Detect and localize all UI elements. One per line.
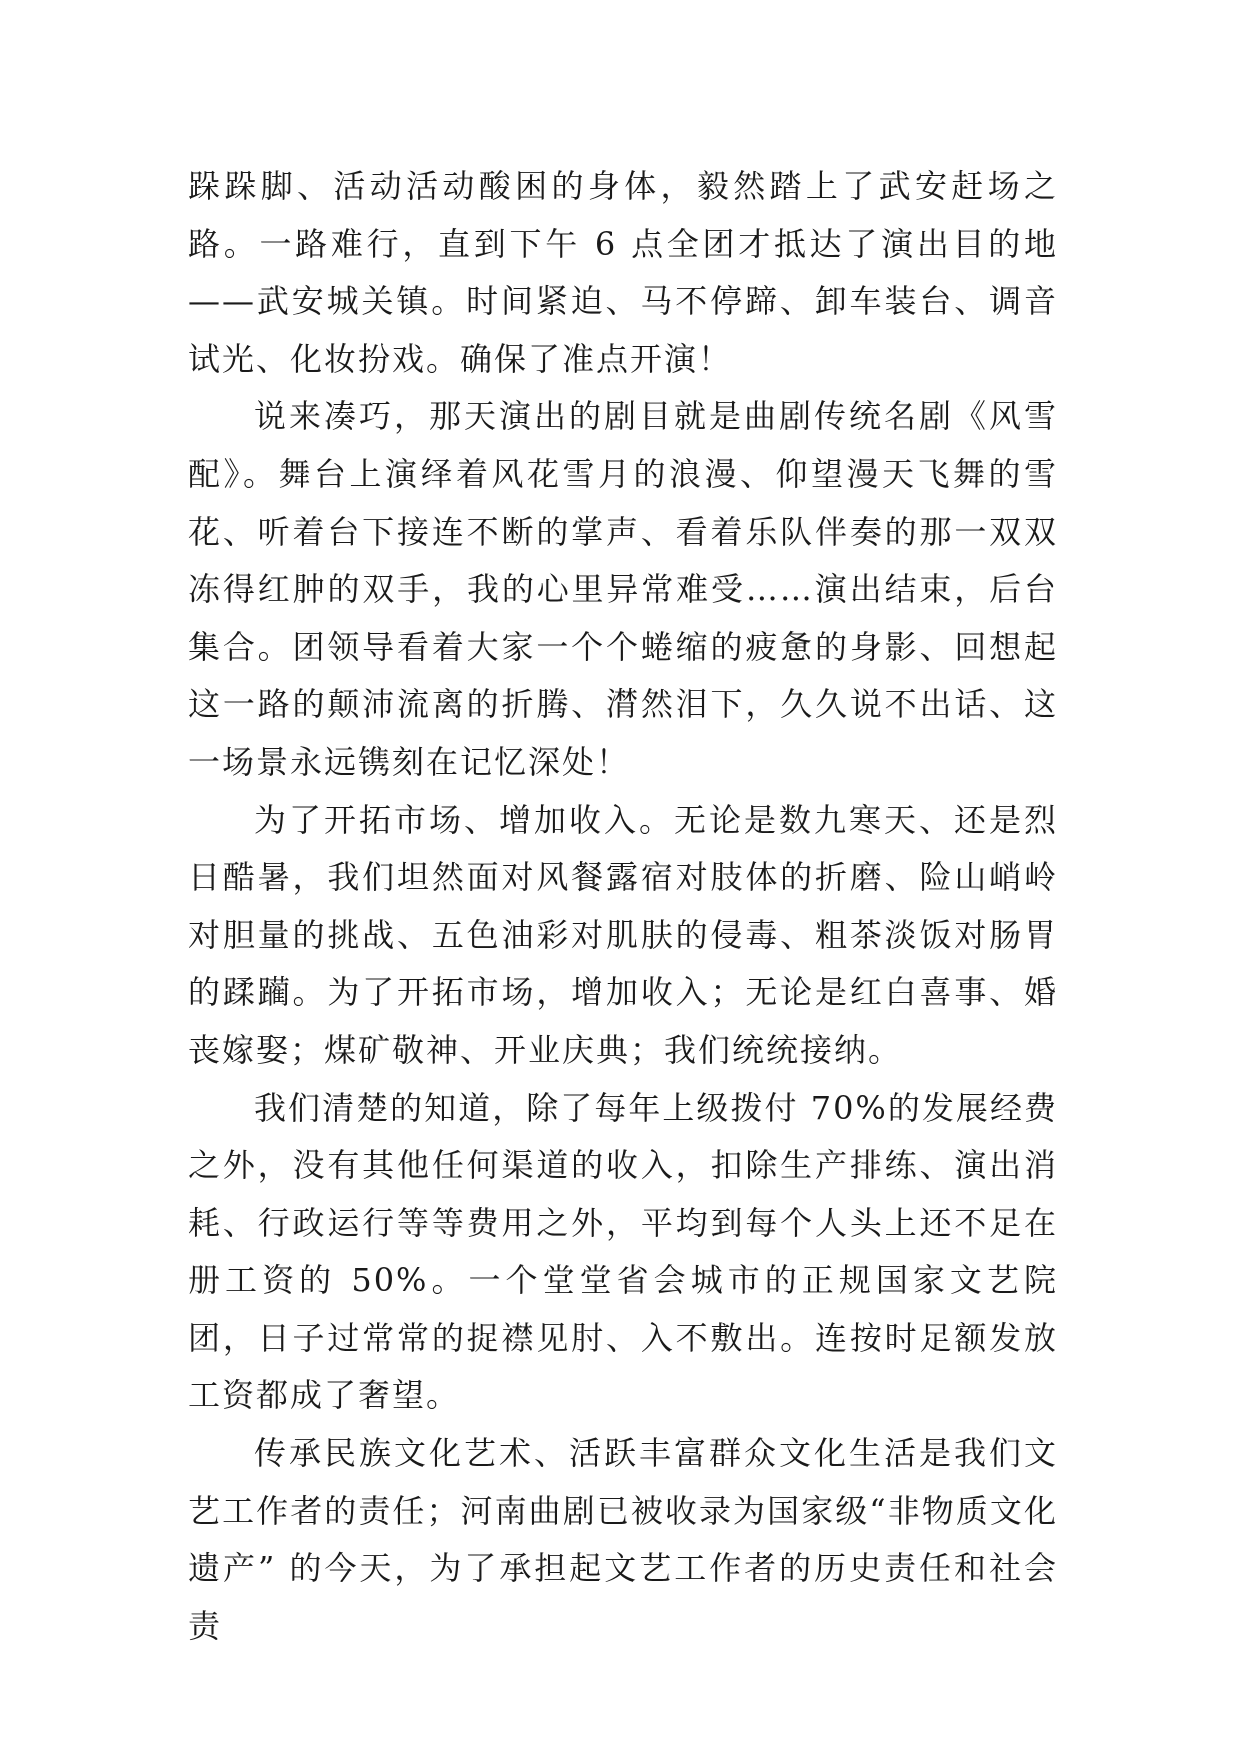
paragraph-2: 说来凑巧，那天演出的剧目就是曲剧传统名剧《风雪配》。舞台上演绎着风花雪月的浪漫、仰望漫天飞舞的雪花、听着台下接连不断的掌声、看着乐队伴奏的那一双双冻得红肿的双手，我的心里异常难受……演出结束，后台集合。团领导看着大家一个个蜷缩的疲惫的身影、回想起这一路的颠沛流离的折腾、潸然泪下，久久说不出话、这一场景永远镌刻在记忆深处！	[188, 397, 1058, 781]
paragraph-3: 为了开拓市场、增加收入。无论是数九寒天、还是烈日酷暑，我们坦然面对风餐露宿对肢体的折磨、险山峭岭对胆量的挑战、五色油彩对肌肤的侵毒、粗茶淡饭对肠胃的蹂躏。为了开拓市场，增加收入；无论是红白喜事、婚丧嫁娶；煤矿敬神、开业庆典；我们统统接纳。	[188, 800, 1058, 1069]
paragraph-1: 跺跺脚、活动活动酸困的身体，毅然踏上了武安赶场之路。一路难行，直到下午 6 点全团才抵达了演出目的地——武安城关镇。时间紧迫、马不停蹄、卸车装台、调音试光、化妆扮戏。确保了准点开演！	[188, 167, 1058, 378]
paragraph-4: 我们清楚的知道，除了每年上级拨付 70%的发展经费之外，没有其他任何渠道的收入，扣除生产排练、演出消耗、行政运行等等费用之外，平均到每个人头上还不足在册工资的 50%。一个堂堂省会城市的正规国家文艺院团，日子过常常的捉襟见肘、入不敷出。连按时足额发放工资都成了奢望。	[188, 1088, 1058, 1415]
document-body	[188, 158, 1058, 1655]
paragraph-5: 传承民族文化艺术、活跃丰富群众文化生活是我们文艺工作者的责任；河南曲剧已被收录为国家级“非物质文化遗产” 的今天，为了承担起文艺工作者的历史责任和社会责	[188, 1434, 1058, 1645]
